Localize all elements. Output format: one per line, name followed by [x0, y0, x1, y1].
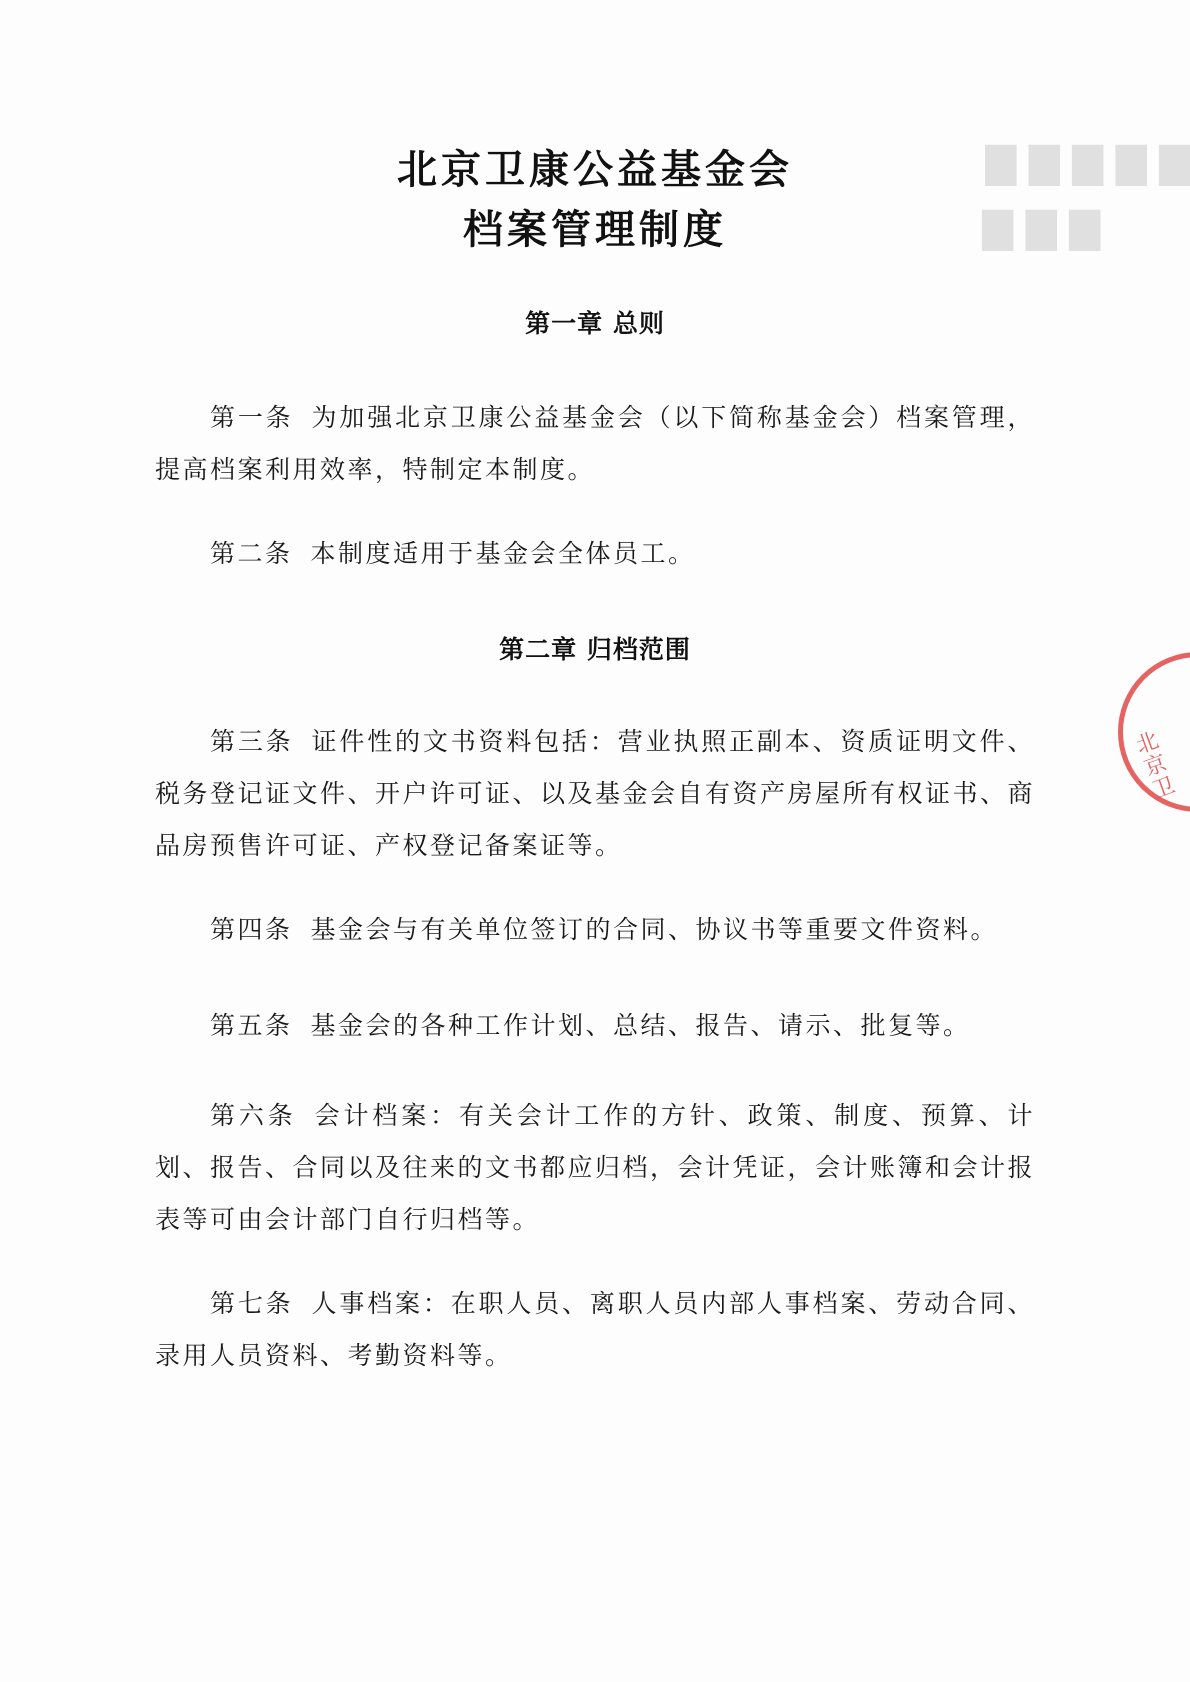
article-text: 会计档案：有关会计工作的方针、政策、制度、预算、计划、报告、合同以及往来的文书都应归档，会计凭证，会计账簿和会计报表等可由会计部门自行归档等。: [155, 1101, 1036, 1234]
article-paragraph: [155, 716, 1035, 872]
article-text: 基金会的各种工作计划、总结、报告、请示、批复等。: [310, 1011, 971, 1040]
article-paragraph: [155, 392, 1035, 496]
official-seal-text: 北京卫: [1129, 727, 1178, 805]
document-title-line2: 档案管理制度: [463, 207, 727, 253]
article-paragraph: [155, 1090, 1035, 1246]
article-label: 第一条: [210, 403, 294, 432]
article-text: 本制度适用于基金会全体员工。: [310, 539, 696, 568]
chapter-heading: 第二章 归档范围: [499, 635, 691, 664]
article-paragraph: [155, 904, 1035, 956]
article-paragraph: [155, 1000, 1035, 1052]
article-label: 第二条: [210, 539, 293, 568]
article-paragraph: [155, 1278, 1035, 1382]
article-paragraph: [155, 528, 1035, 580]
article-text: 人事档案：在职人员、离职人员内部人事档案、劳动合同、录用人员资料、考勤资料等。: [155, 1289, 1035, 1370]
article-label: 第三条: [210, 727, 294, 756]
chapter-heading: 第一章 总则: [525, 309, 665, 338]
article-label: 第六条: [210, 1101, 297, 1130]
bleed-through-decoration: ▇ ▇ ▇ ▇ ▇: [985, 140, 1190, 186]
article-text: 基金会与有关单位签订的合同、协议书等重要文件资料。: [310, 915, 999, 944]
article-label: 第五条: [210, 1011, 293, 1040]
bleed-through-decoration: ▇ ▇ ▇: [982, 205, 1100, 251]
article-text: 证件性的文书资料包括：营业执照正副本、资质证明文件、税务登记证文件、开户许可证、以及基金会自有资产房屋所有权证书、商品房预售许可证、产权登记备案证等。: [155, 727, 1036, 860]
article-label: 第四条: [210, 915, 293, 944]
article-text: 为加强北京卫康公益基金会（以下简称基金会）档案管理，提高档案利用效率，特制定本制度。: [155, 403, 1035, 484]
document-title-line1: 北京卫康公益基金会: [397, 147, 793, 193]
article-label: 第七条: [210, 1289, 294, 1318]
